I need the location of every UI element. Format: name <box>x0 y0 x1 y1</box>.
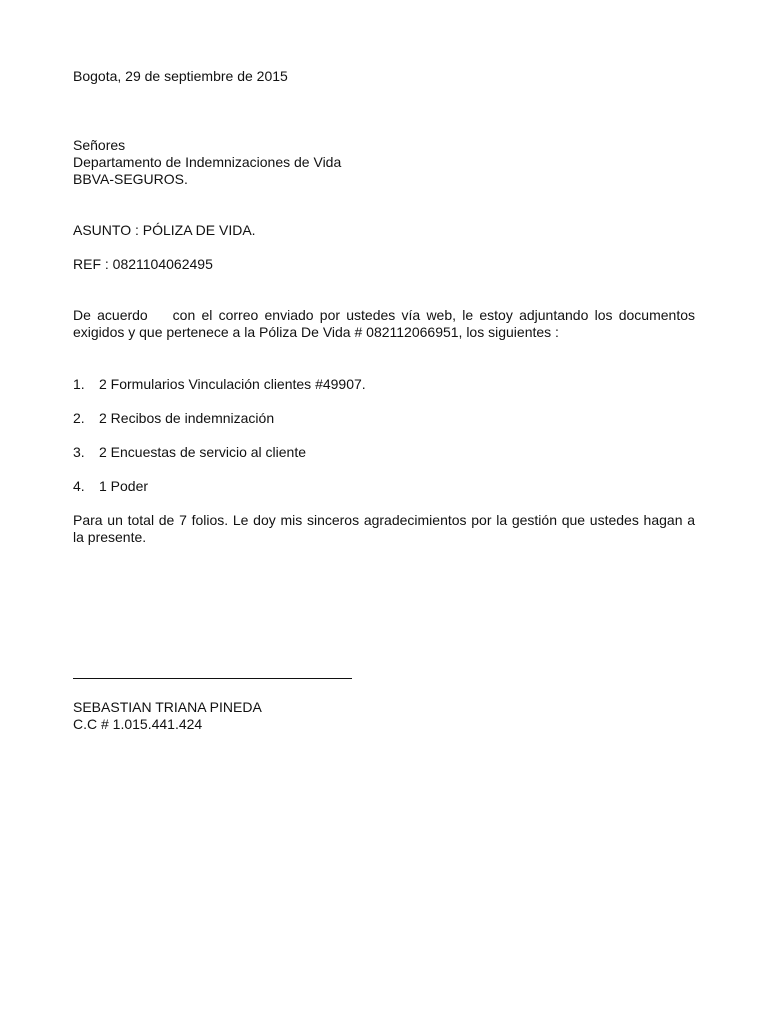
list-item <box>73 444 306 461</box>
list-item-number: 4. <box>73 478 85 494</box>
list-item-text: 1 Poder <box>99 478 149 494</box>
recipient-department: Departamento de Indemnizaciones de Vida <box>73 154 342 170</box>
list-item-number: 1. <box>73 376 85 392</box>
reference-line: REF : 0821104062495 <box>73 256 213 272</box>
place-date: Bogota, 29 de septiembre de 2015 <box>73 68 288 84</box>
list-item-text: 2 Formularios Vinculación clientes #49907. <box>99 376 366 392</box>
list-item <box>73 478 148 495</box>
list-item-text: 2 Encuestas de servicio al cliente <box>99 444 306 460</box>
list-item-number: 2. <box>73 410 85 426</box>
list-item-number: 3. <box>73 444 85 460</box>
list-item-text: 2 Recibos de indemnización <box>99 410 275 426</box>
signer-name: SEBASTIAN TRIANA PINEDA <box>73 699 262 715</box>
signature-line <box>73 678 352 679</box>
letter-page <box>73 0 699 1024</box>
subject-line: ASUNTO : PÓLIZA DE VIDA. <box>73 222 256 238</box>
body-intro: De acuerdo con el correo enviado por ustedes vía web, le estoy adjuntando los documentos exigidos y que pertenece a la Póliza De Vida # 082112066951, los siguientes : <box>73 307 699 340</box>
closing-paragraph: Para un total de 7 folios. Le doy mis sinceros agradecimientos por la gestión que ustedes hagan a la presente. <box>73 512 695 545</box>
list-item <box>73 376 366 393</box>
list-item <box>73 410 274 427</box>
recipient-salutation: Señores <box>73 137 126 153</box>
signer-id: C.C # 1.015.441.424 <box>73 716 203 732</box>
recipient-company: BBVA-SEGUROS. <box>73 171 188 187</box>
